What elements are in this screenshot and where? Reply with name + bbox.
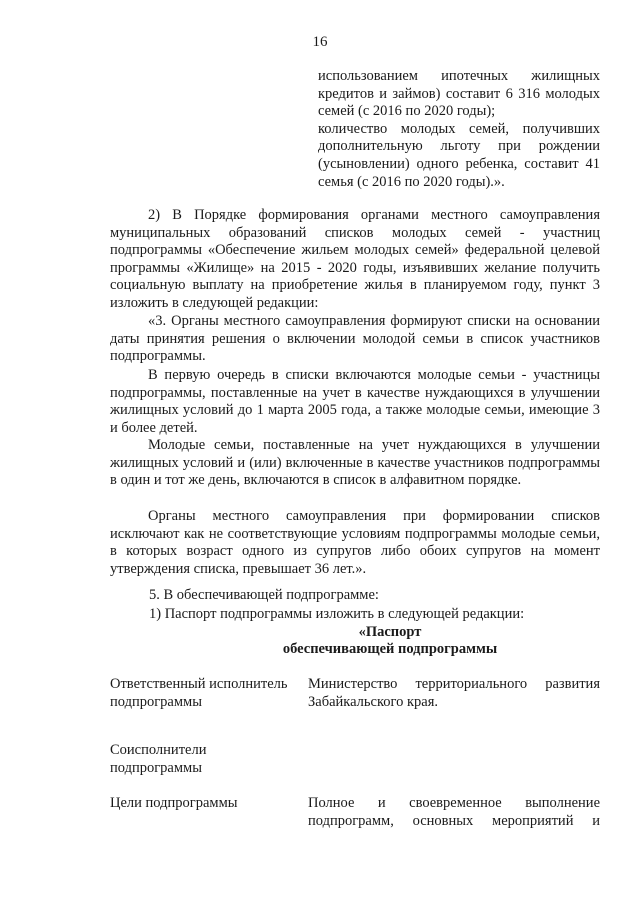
body-paragraph: Органы местного самоуправления при формировании списков исключают как не соответствующие условиям подпрограммы молодые семьи, в которых возраст одного из супругов либо обоих супругов на момент утверждения списка, превышает 36 лет.». bbox=[110, 508, 600, 577]
amendment-paragraph: 2) В Порядке формирования органами местного самоуправления муниципальных образований списков молодых семей - участниц подпрограммы «Обеспечение жильем молодых семей» федеральной целевой программы «Жилище» на 2015 - 2020 годы, изъявивших желание получить социальную выплату на приобретение жилья в планируемом году, пункт 3 изложить в следующей редакции: bbox=[110, 207, 600, 311]
passport-label: Соисполнители подпрограммы bbox=[110, 742, 207, 776]
quote-paragraph: «3. Органы местного самоуправления формируют списки на основании даты принятия решения о включении молодой семьи в список участников подпрограммы. bbox=[110, 313, 600, 365]
passport-value: Министерство территориального развития Забайкальского края. bbox=[308, 676, 600, 710]
continued-column bbox=[318, 68, 600, 191]
body-paragraph: Молодые семьи, поставленные на учет нуждающихся в улучшении жилищных условий и (или) включенные в качестве участников подпрограммы в один и тот же день, включаются в список в алфавитном порядке. bbox=[110, 437, 600, 489]
continued-paragraph: использованием ипотечных жилищных кредитов и займов) составит 6 316 молодых семей (с 2016 по 2020 годы); bbox=[318, 68, 600, 120]
passport-title: «Паспорт bbox=[358, 624, 422, 640]
list-item: 1) Паспорт подпрограммы изложить в следующей редакции: bbox=[149, 606, 525, 622]
body-paragraph: В первую очередь в списки включаются молодые семьи - участницы подпрограммы, поставленные на учет в качестве нуждающихся в улучшении жилищных условий до 1 марта 2005 года, а также молодые семьи, имеющие 3 и более детей. bbox=[110, 367, 600, 436]
passport-value: Полное и своевременное выполнение подпрограмм, основных мероприятий и bbox=[308, 795, 600, 829]
page-number: 16 bbox=[312, 34, 328, 50]
passport-label: Цели подпрограммы bbox=[110, 795, 238, 811]
continued-paragraph: количество молодых семей, получивших дополнительную льготу при рождении (усыновлении) одного ребенка, составит 41 семья (с 2016 по 2020 годы).». bbox=[318, 120, 600, 190]
passport-label: Ответственный исполнитель подпрограммы bbox=[110, 676, 288, 710]
passport-subtitle: обеспечивающей подпрограммы bbox=[282, 641, 498, 657]
list-item: 5. В обеспечивающей подпрограмме: bbox=[149, 587, 379, 603]
